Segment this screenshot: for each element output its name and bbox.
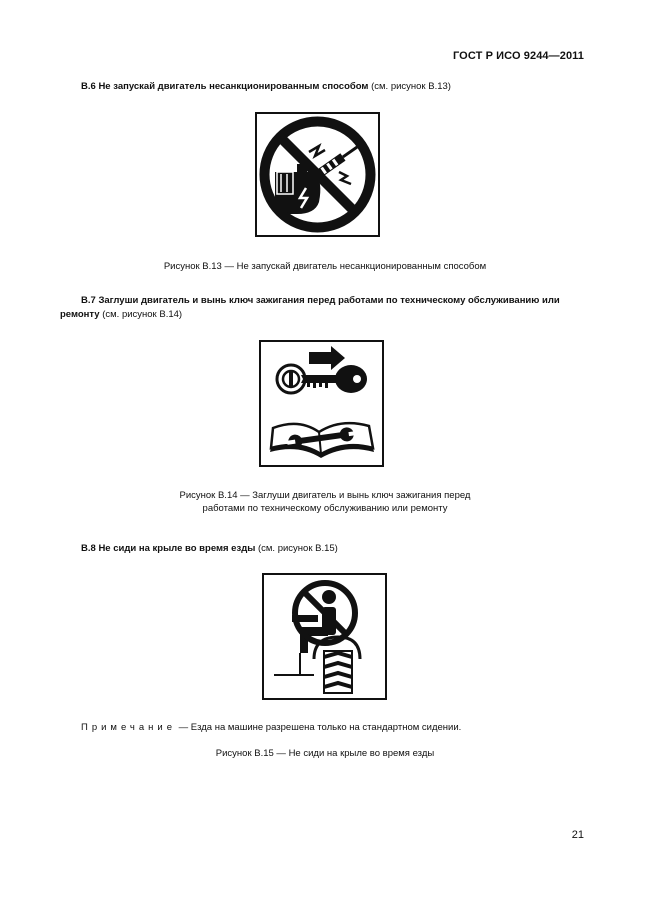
clause-b7-title-line2: ремонту [60,309,100,320]
caption-b14-line2: работами по техническому обслуживанию или ремонту [202,503,448,514]
caption-b14 [60,489,590,515]
no-riding-on-fender-icon [264,575,385,698]
page-number: 21 [571,829,584,841]
figure-b15 [262,573,387,700]
document-header: ГОСТ Р ИСО 9244—2011 [452,50,584,62]
clause-b7-number: В.7 [81,295,96,306]
figure-b14 [259,340,384,467]
clause-b7-cont [60,308,565,322]
caption-b14-line1: Рисунок В.14 — Заглуши двигатель и вынь ключ зажигания перед [179,490,471,501]
caption-b15: Рисунок В.15 — Не сиди на крыле во время езды [215,748,435,759]
clause-b7 [81,294,586,308]
clause-b6-title: Не запускай двигатель несанкционированным способом [98,81,369,92]
clause-b8-title: Не сиди на крыле во время езды [98,543,256,554]
caption-b13: Рисунок В.13 — Не запускай двигатель несанкционированным способом [163,261,487,272]
clause-b6 [81,80,586,94]
note-text: — Езда на машине разрешена только на стандартном сидении. [178,722,462,733]
clause-b6-ref: (см. рисунок В.13) [371,81,451,92]
note-label: Примечание [81,722,176,733]
remove-key-manual-icon [261,342,382,465]
clause-b8 [81,542,586,556]
clause-b6-number: В.6 [81,81,96,92]
clause-b8-ref: (см. рисунок В.15) [257,543,338,554]
figure-b13 [255,112,380,237]
clause-b7-ref: (см. рисунок В.14) [102,309,183,320]
no-unauthorized-start-icon [257,114,378,235]
clause-b8-number: В.8 [81,543,96,554]
clause-b7-title-line1: Заглуши двигатель и вынь ключ зажигания перед работами по техническому обслуживанию или [98,295,560,306]
note-b15 [81,721,461,735]
